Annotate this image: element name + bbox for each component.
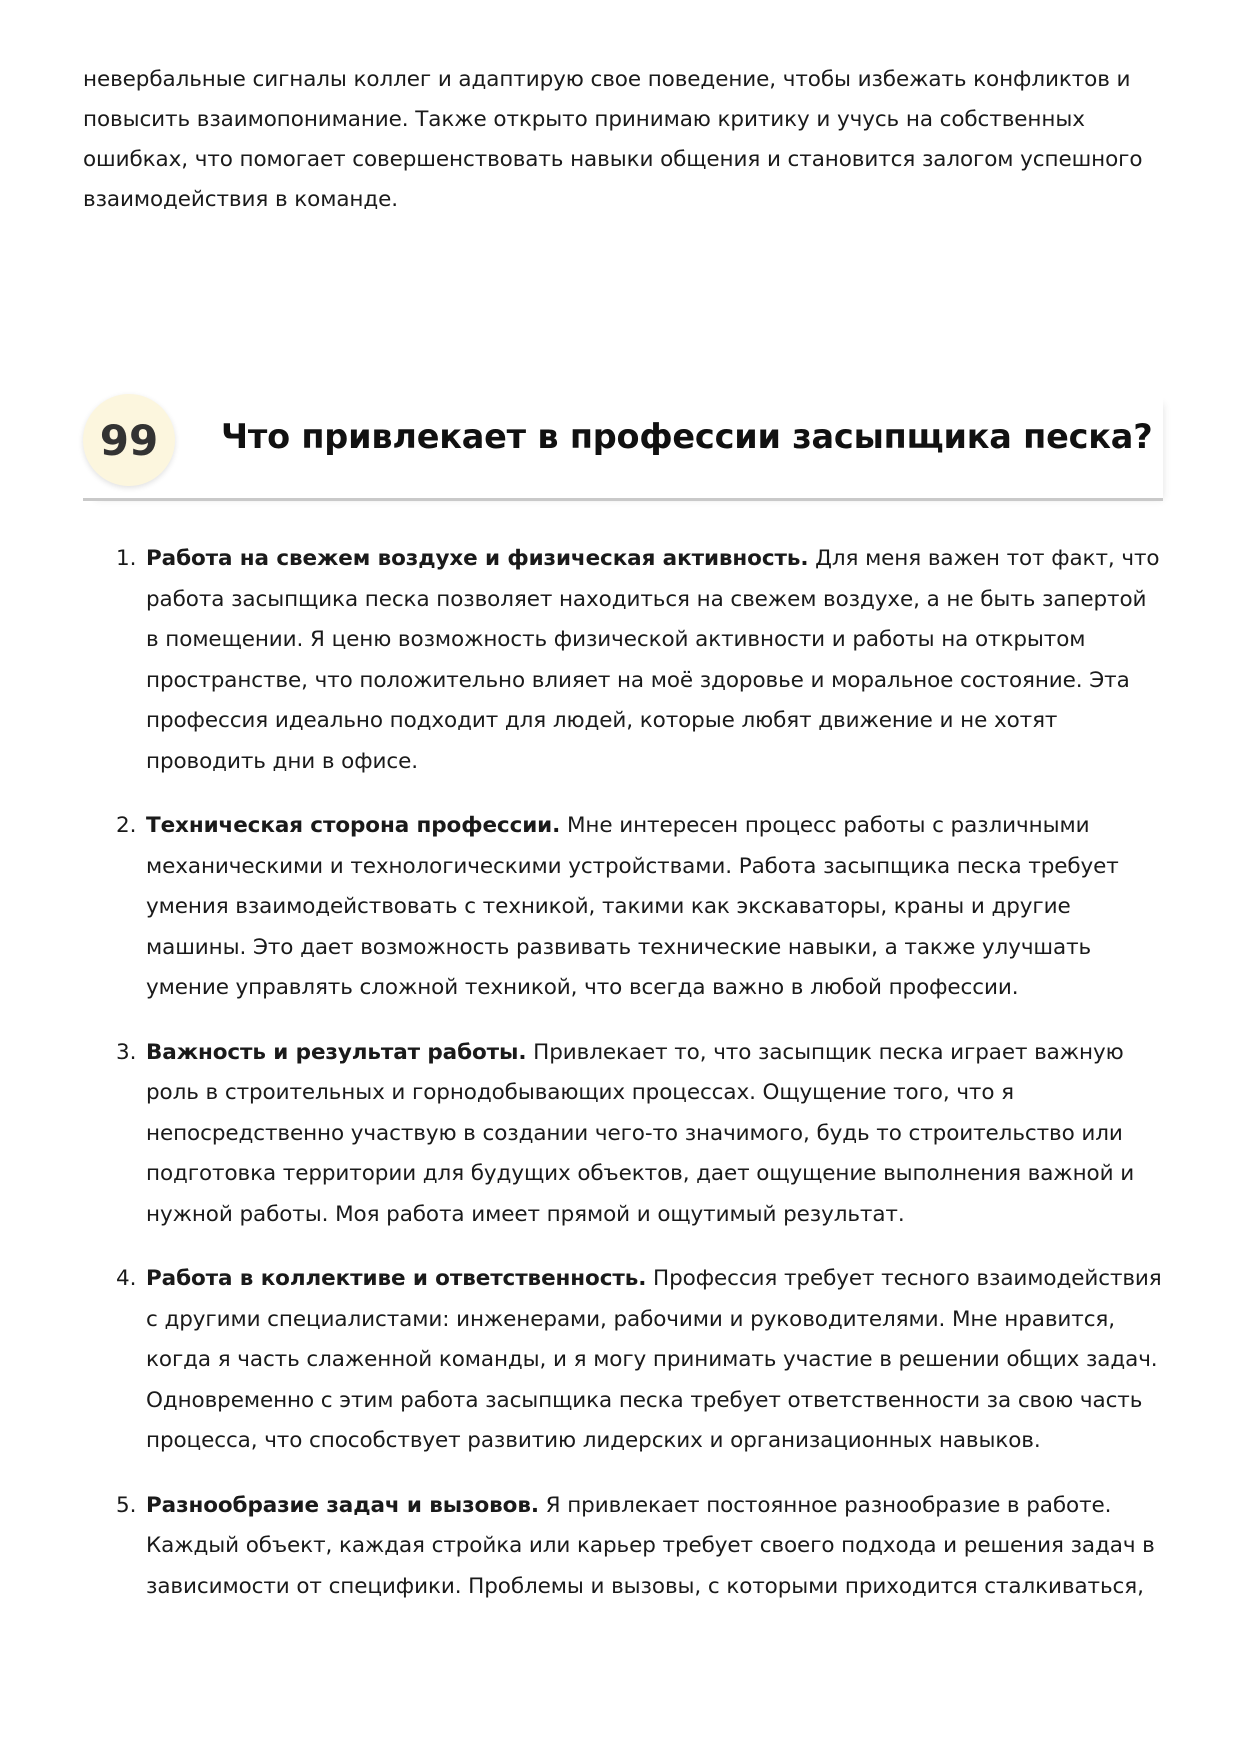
answer-item <box>83 806 1163 1009</box>
answer-lead: Работа в коллективе и ответственность. <box>146 1266 647 1291</box>
answer-number: 5. <box>116 1492 137 1518</box>
question-number-badge: 99 <box>83 394 175 486</box>
answer-text: Я привлекает постоянное разнообразие в работе. Каждый объект, каждая стройка или карьер требует своего подхода и решения задач в зависимости от специфики. Проблемы и вызовы, с которыми приходится сталкиваться, <box>146 1492 1155 1599</box>
answer-text: Профессия требует тесного взаимодействия с другими специалистами: инженерами, рабочими и руководителями. Мне нравится, когда я часть слаженной команды, и я могу принимать участие в решении общих задач. Одновременно с этим работа засыпщика песка требует ответственности за свою часть процесса, что способствует развитию лидерских и организационных навыков. <box>146 1266 1162 1453</box>
answer-lead: Работа на свежем воздухе и физическая активность. <box>146 546 809 571</box>
question-title: Что привлекает в профессии засыпщика песка? <box>221 417 1153 456</box>
answer-number: 4. <box>116 1266 137 1291</box>
answer-item <box>83 539 1163 782</box>
answer-text: Мне интересен процесс работы с различными механическими и технологическими устройствами. Работа засыпщика песка требует умения взаимодействовать с техникой, такими как экскаваторы, краны и другие машины. Это дает возможность развивать технические навыки, а также улучшать умение управлять сложной техникой, что всегда важно в любой профессии. <box>146 813 1119 1000</box>
intro-paragraph: невербальные сигналы коллег и адаптирую свое поведение, чтобы избежать конфликтов и повысить взаимопонимание. Также открыто принимаю критику и учусь на собственных ошибках, что помогает совершенствовать навыки общения и становится залогом успешного взаимодействия в команде. <box>83 67 1143 212</box>
answer-text: Привлекает то, что засыпщик песка играет важную роль в строительных и горнодобывающих процессах. Ощущение того, что я непосредственно участвую в создании чего-то значимого, будь то строительство или подготовка территории для будущих объектов, дает ощущение выполнения важной и нужной работы. Моя работа имеет прямой и ощутимый результат. <box>146 1039 1135 1227</box>
answer-number: 3. <box>116 1039 137 1065</box>
question-header <box>83 394 1163 501</box>
answer-lead: Важность и результат работы. <box>146 1039 527 1065</box>
answer-number: 1. <box>116 546 137 571</box>
answer-list <box>83 539 1163 1631</box>
answer-item <box>83 1259 1163 1462</box>
answer-number: 2. <box>116 813 137 838</box>
answer-item <box>83 1033 1163 1236</box>
answer-item <box>83 1486 1163 1608</box>
answer-lead: Разнообразие задач и вызовов. <box>146 1492 539 1518</box>
answer-lead: Техническая сторона профессии. <box>146 813 561 838</box>
answer-text: Для меня важен тот факт, что работа засыпщика песка позволяет находиться на свежем воздухе, а не быть запертой в помещении. Я ценю возможность физической активности и работы на открытом пространстве, что положительно влияет на моё здоровье и моральное состояние. Эта профессия идеально подходит для людей, которые любят движение и не хотят проводить дни в офисе. <box>146 546 1160 774</box>
